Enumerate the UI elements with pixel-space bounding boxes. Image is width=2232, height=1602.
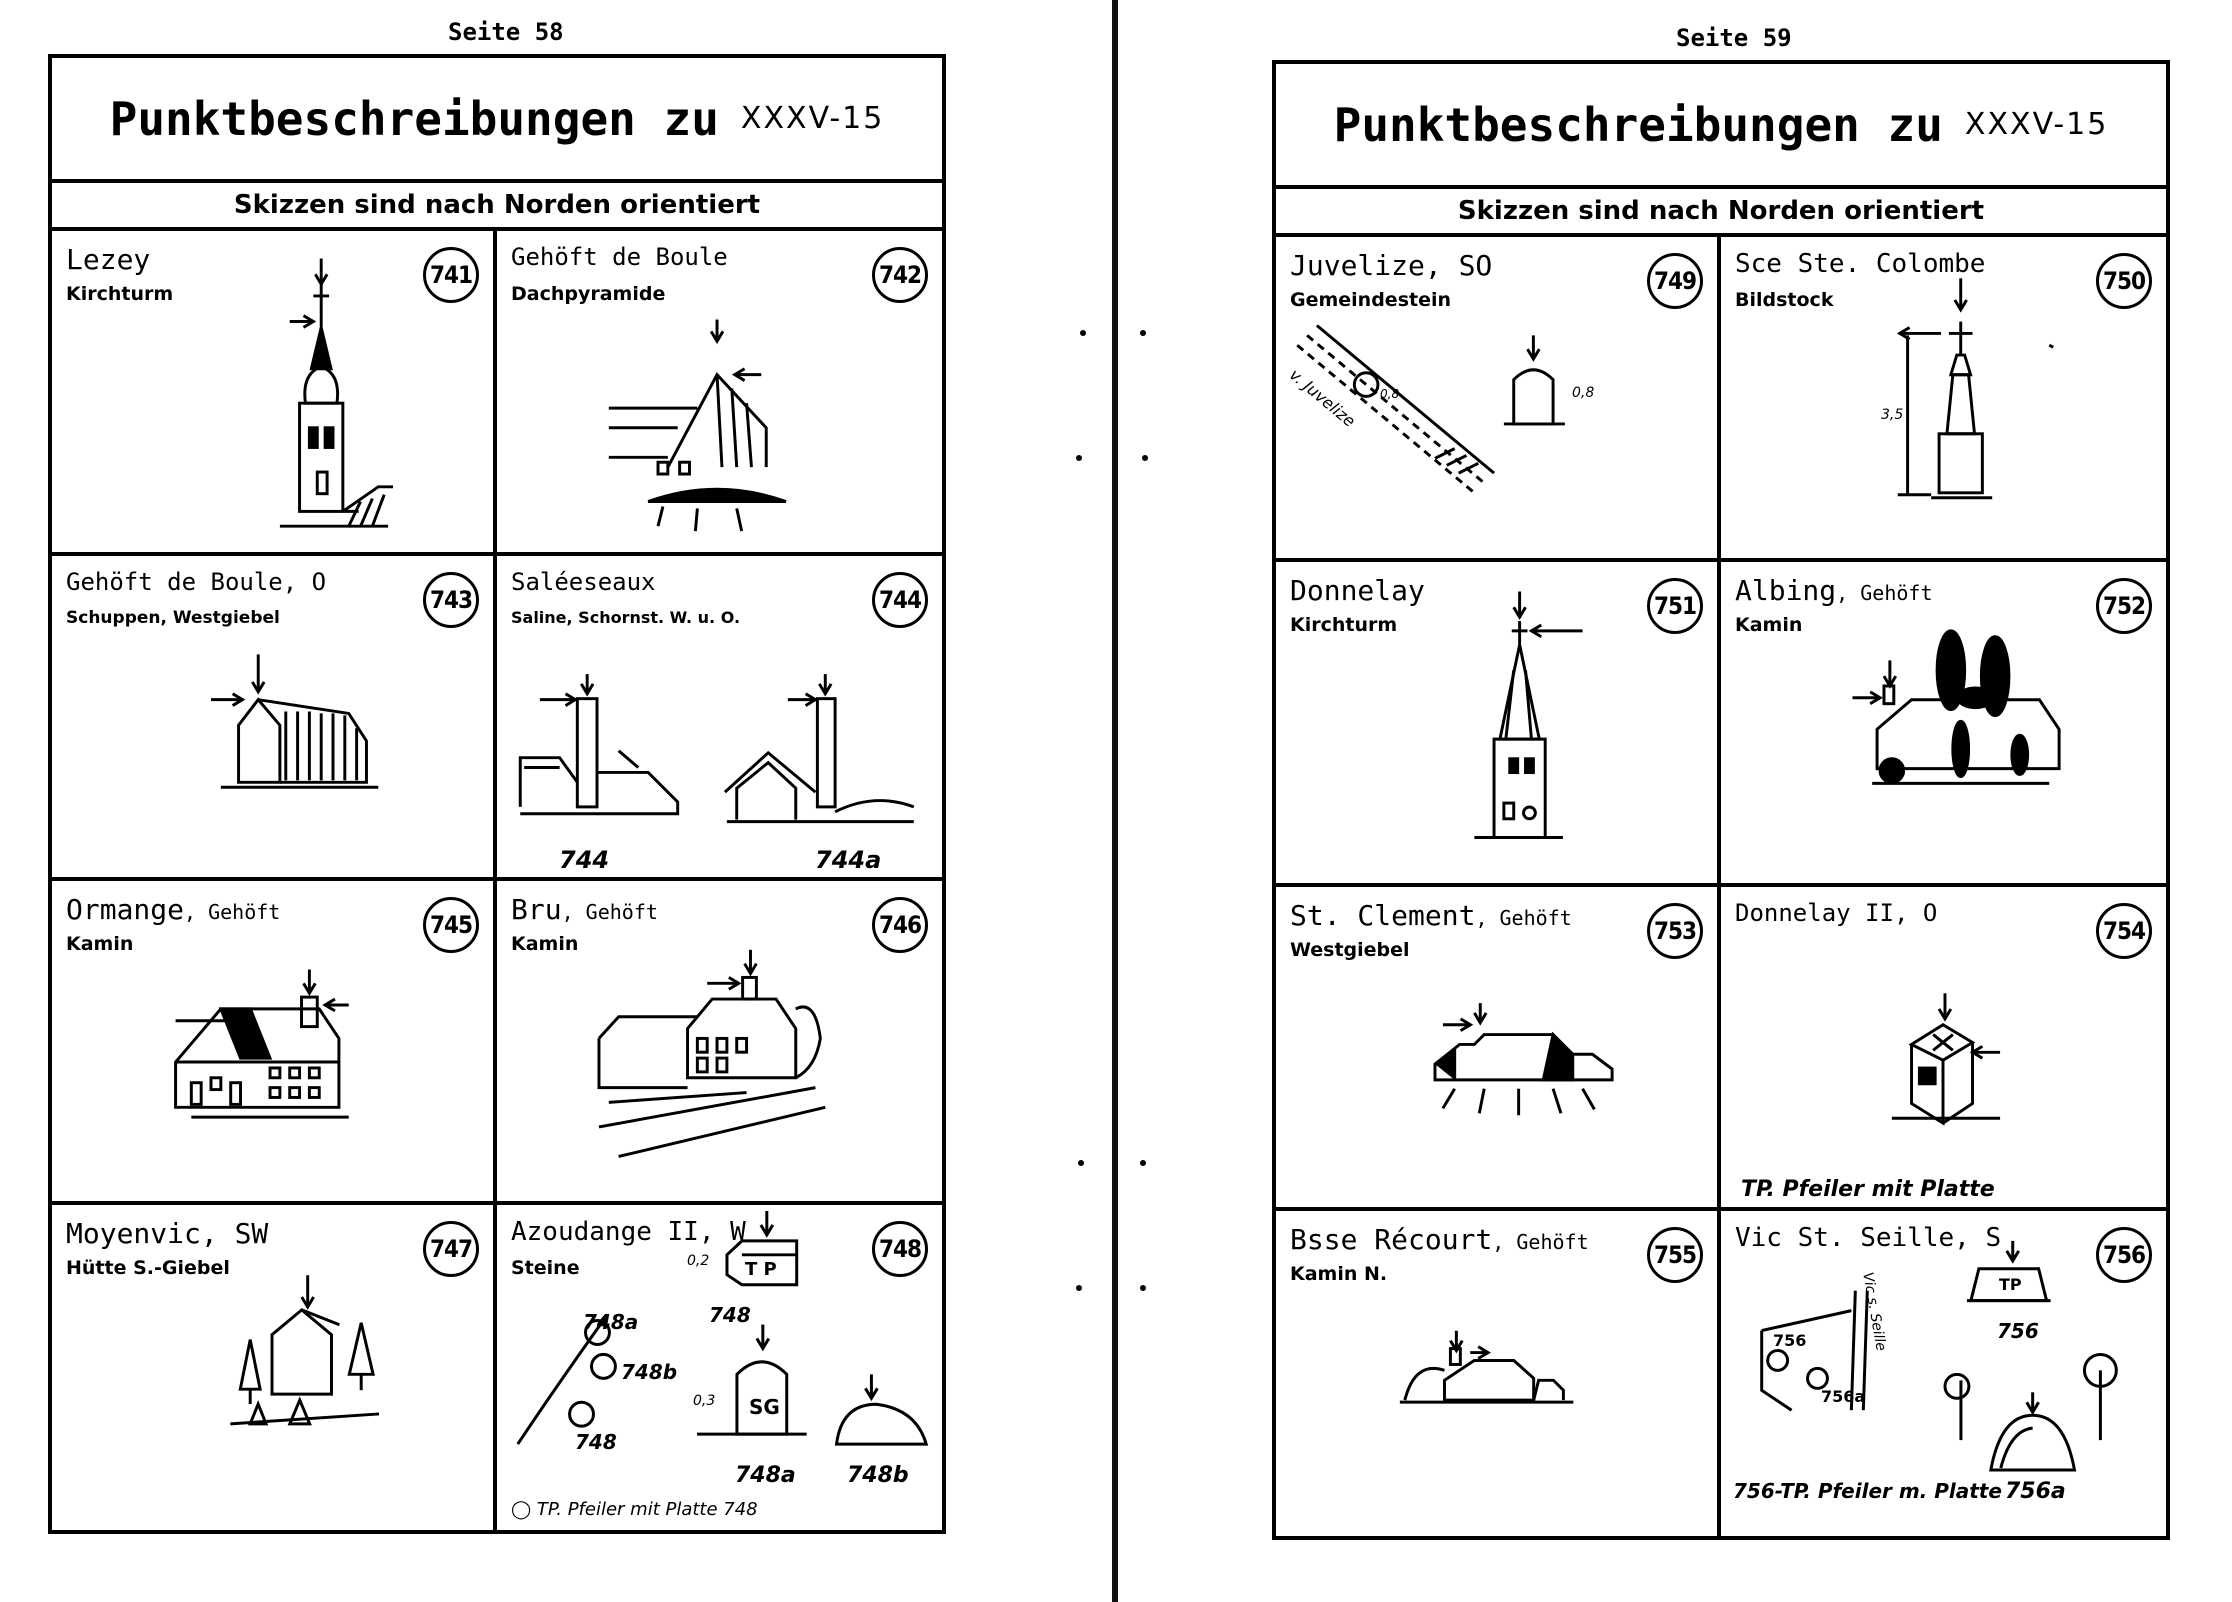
- point-number-badge: 756: [2096, 1227, 2152, 1283]
- page-number-right: Seite 59: [1676, 24, 1792, 52]
- point-description: Gemeindestein: [1290, 289, 1452, 311]
- point-name: Vic St. Seille, S: [1735, 1223, 2002, 1254]
- orientation-note: Skizzen sind nach Norden orientiert: [52, 183, 942, 231]
- sketch-footnote: 756-TP. Pfeiler m. Platte: [1733, 1479, 2002, 1504]
- distant-farm-sketch: [1276, 1211, 1717, 1536]
- farm-gable-sketch: [1276, 887, 1717, 1208]
- left-sheet: [48, 54, 946, 1534]
- sketch-label: 744: [559, 845, 610, 874]
- point-name: Sce Ste. Colombe: [1735, 249, 1986, 279]
- orientation-note: Skizzen sind nach Norden orientiert: [1276, 189, 2166, 237]
- sketch-label: 0,8: [1380, 387, 1400, 401]
- point-description: Hütte S.-Giebel: [66, 1257, 230, 1280]
- point-number-badge: 741: [423, 247, 479, 303]
- point-cell-744: [497, 556, 942, 881]
- page-title: Punktbeschreibungen zu: [109, 91, 719, 146]
- point-name-main: Bru: [511, 892, 562, 926]
- point-name: Gehöft de Boule: [511, 243, 728, 271]
- point-cell-743: [52, 556, 497, 881]
- point-description: Kamin: [66, 932, 134, 955]
- point-name-suffix: , Gehöft: [1492, 1230, 1589, 1255]
- point-cell-741: [52, 231, 497, 556]
- point-description: Kamin: [511, 932, 579, 955]
- point-description: Kirchturm: [66, 283, 174, 305]
- roof-pyramid-sketch: [497, 231, 942, 552]
- sketch-label: TP: [1999, 1275, 2022, 1295]
- scan-dot: [1080, 330, 1086, 336]
- page-number-left: Seite 58: [448, 18, 564, 46]
- point-cell-748: [497, 1205, 942, 1530]
- farmhouse-chimney-sketch: [52, 881, 493, 1202]
- point-cell-752: [1721, 562, 2166, 887]
- point-description: Kamin: [1735, 613, 1803, 636]
- scan-dot: [1076, 455, 1082, 461]
- point-name-suffix: , Gehöft: [184, 899, 281, 924]
- point-grid-right: [1276, 237, 2166, 1536]
- point-cell-755: [1276, 1211, 1721, 1536]
- point-cell-746: [497, 881, 942, 1206]
- hut-sketch: [52, 1205, 493, 1530]
- point-name: Gehöft de Boule, O: [66, 567, 327, 596]
- point-cell-754: [1721, 887, 2166, 1212]
- scan-dot: [1140, 330, 1146, 336]
- church-tower-sketch: [52, 231, 493, 552]
- sketch-label: 748b: [621, 1360, 678, 1385]
- sketch-label: 756a: [1821, 1387, 1866, 1407]
- sketch-label: 756: [1773, 1331, 1807, 1351]
- point-number-badge: 746: [872, 897, 928, 953]
- sketch-label: 0,8: [1572, 385, 1595, 401]
- point-name-main: Ormange: [66, 892, 185, 926]
- shed-sketch: [52, 556, 493, 877]
- book-gutter: [1112, 0, 1118, 1602]
- page-title-code: XXXV-15: [1964, 107, 2109, 142]
- point-grid-left: [52, 231, 942, 1530]
- sketch-label: 748a: [735, 1463, 796, 1489]
- point-description: Kirchturm: [1290, 613, 1398, 636]
- point-number-badge: 745: [423, 897, 479, 953]
- point-name: Azoudange II, W: [511, 1217, 746, 1248]
- sketch-label: SG: [749, 1395, 780, 1420]
- point-number-badge: 750: [2096, 253, 2152, 309]
- farmstead-trees-sketch: [1721, 562, 2166, 883]
- point-description: Steine: [511, 1257, 580, 1280]
- page-title-code: XXXV-15: [740, 101, 885, 136]
- point-number-badge: 744: [872, 572, 928, 628]
- point-name: Donnelay: [1290, 573, 1425, 607]
- point-name-suffix: , Gehöft: [1475, 905, 1572, 930]
- road-label: Vic s. Seille: [1859, 1271, 1889, 1353]
- sketch-footnote: ◯ TP. Pfeiler mit Platte 748: [511, 1499, 758, 1521]
- sketch-label: 748a: [583, 1310, 639, 1335]
- page-title: Punktbeschreibungen zu: [1333, 97, 1943, 152]
- point-number-badge: 755: [1647, 1227, 1703, 1283]
- height-label: 3,5: [1881, 407, 1904, 423]
- point-number-badge: 743: [423, 572, 479, 628]
- scan-dot: [1140, 1160, 1146, 1166]
- point-name: Donnelay II, O: [1735, 898, 1938, 927]
- sketch-label: 0,3: [693, 1393, 716, 1410]
- scan-dot: [1142, 455, 1148, 461]
- point-number-badge: 747: [423, 1221, 479, 1277]
- village-street-sketch: [497, 881, 942, 1202]
- point-number-badge: 753: [1647, 903, 1703, 959]
- scan-dot: [1076, 1285, 1082, 1291]
- scan-dot: [1078, 1160, 1084, 1166]
- point-description: Bildstock: [1735, 289, 1834, 311]
- point-description: Westgiebel: [1290, 938, 1410, 961]
- scan-dot: [1140, 1285, 1146, 1291]
- footnote-text: TP. Pfeiler mit Platte 748: [536, 1499, 758, 1521]
- point-cell-742: [497, 231, 942, 556]
- point-name-suffix: , Gehöft: [561, 899, 658, 924]
- point-number-badge: 749: [1647, 253, 1703, 309]
- point-name-main: Albing: [1735, 573, 1837, 607]
- point-cell-750: [1721, 237, 2166, 562]
- point-name-main: Bsse Récourt: [1290, 1223, 1493, 1257]
- survey-pillar-sketch: [1721, 887, 2166, 1208]
- sheet-title-left: [52, 58, 942, 183]
- point-description: Dachpyramide: [511, 283, 666, 305]
- point-cell-747: [52, 1205, 497, 1530]
- point-description: Saline, Schornst. W. u. O.: [511, 607, 741, 627]
- point-name-main: St. Clement: [1290, 898, 1476, 932]
- church-tower-sketch: [1276, 562, 1717, 883]
- point-number-badge: 752: [2096, 578, 2152, 634]
- right-sheet: [1272, 60, 2170, 1540]
- point-name: Lezey: [66, 243, 151, 276]
- point-number-badge: 748: [872, 1221, 928, 1277]
- boundary-stone-road-sketch: [1276, 237, 1717, 558]
- sketch-label: T P: [745, 1259, 777, 1281]
- point-description: Kamin N.: [1290, 1263, 1388, 1286]
- sketch-label: 748: [575, 1430, 617, 1455]
- road-label: v. Juvelize: [1285, 365, 1360, 431]
- point-name: Saléeseaux: [511, 567, 656, 596]
- sketch-label: 0,2: [687, 1253, 710, 1270]
- point-description: Schuppen, Westgiebel: [66, 607, 280, 628]
- sheet-title-right: [1276, 64, 2166, 189]
- point-number-badge: 754: [2096, 903, 2152, 959]
- point-cell-756: [1721, 1211, 2166, 1536]
- point-cell-745: [52, 881, 497, 1206]
- sketch-label: 748: [709, 1303, 751, 1328]
- point-name-suffix: , Gehöft: [1836, 580, 1933, 605]
- point-number-badge: 742: [872, 247, 928, 303]
- point-name: Juvelize, SO: [1290, 249, 1493, 282]
- point-cell-753: [1276, 887, 1721, 1212]
- sketch-label: 756a: [2005, 1479, 2066, 1505]
- sketch-footnote: TP. Pfeiler mit Platte: [1741, 1176, 1995, 1202]
- sketch-label: 744a: [815, 845, 882, 874]
- point-cell-749: [1276, 237, 1721, 562]
- point-cell-751: [1276, 562, 1721, 887]
- sketch-label: 756: [1997, 1319, 2039, 1344]
- wayside-cross-sketch: [1721, 237, 2166, 558]
- saline-chimneys-sketch: [497, 556, 942, 877]
- point-name: Moyenvic, SW: [66, 1217, 269, 1251]
- sketch-label: 748b: [847, 1463, 909, 1489]
- point-number-badge: 751: [1647, 578, 1703, 634]
